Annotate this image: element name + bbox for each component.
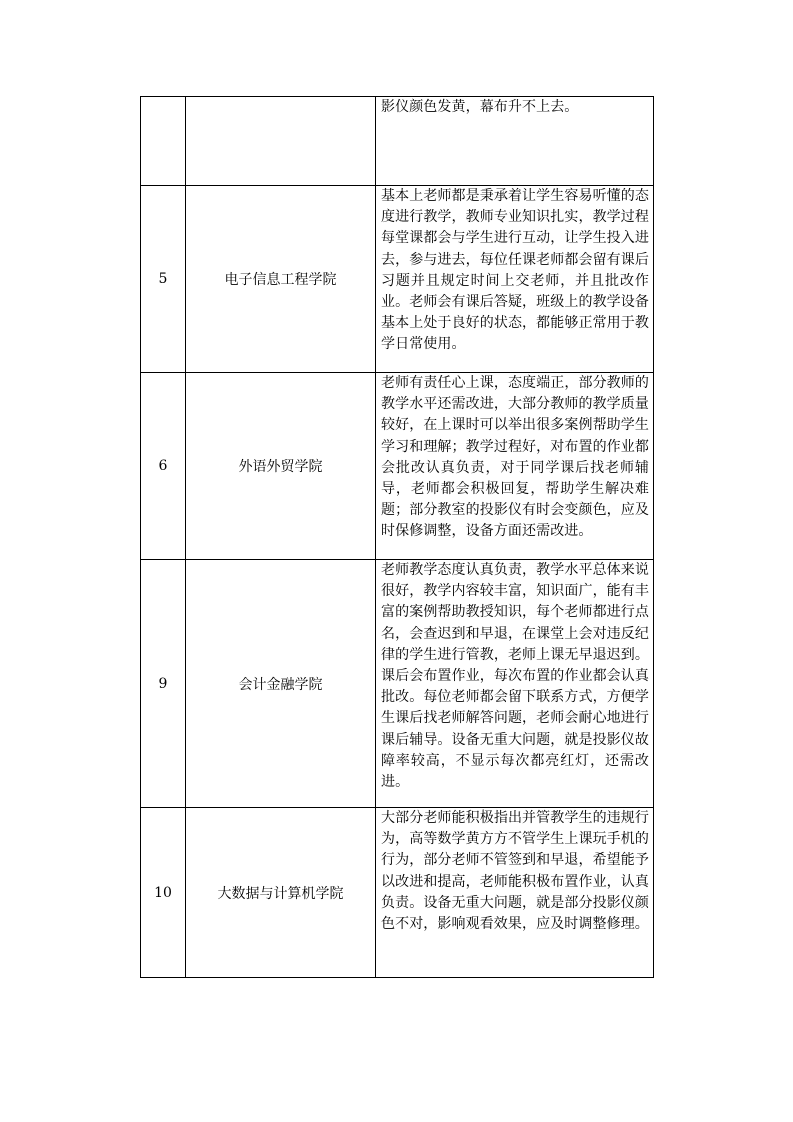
- college-name-cell: [186, 97, 376, 186]
- review-text: 老师有责任心上课，态度端正，部分教师的教学水平还需改进，大部分教师的教学质量较好，在上课时可以举出很多案例帮助学生学习和理解；教学过程好，对布置的作业都会批改认真负责，对于同学课后找老师辅导，老师都会积极回复，帮助学生解决难题；部分教室的投影仪有时会变颜色，应及时保修调整，设备方面还需改进。: [381, 375, 649, 540]
- review-text-cell: [376, 808, 654, 978]
- table-row: [141, 560, 654, 808]
- college-name-cell: 电子信息工程学院: [186, 186, 376, 373]
- college-name-cell: 大数据与计算机学院: [186, 808, 376, 978]
- row-number-cell: [141, 97, 186, 186]
- table-row: [141, 373, 654, 560]
- college-name-cell: 外语外贸学院: [186, 373, 376, 560]
- row-number-cell: 5: [141, 186, 186, 373]
- review-text-cell: [376, 97, 654, 186]
- college-name-cell: 会计金融学院: [186, 560, 376, 808]
- review-text: 老师教学态度认真负责，教学水平总体来说很好，教学内容较丰富，知识面广，能有丰富的案例帮助教授知识，每个老师都进行点名，会查迟到和早退，在课堂上会对违反纪律的学生进行管教，老师上课无早退迟到。课后会布置作业，每次布置的作业都会认真批改。每位老师都会留下联系方式，方便学生课后找老师解答问题，老师会耐心地进行课后辅导。设备无重大问题，就是投影仪故障率较高，不显示每次都亮红灯，还需改进。: [381, 562, 649, 791]
- table-row: [141, 186, 654, 373]
- review-text-cell: [376, 560, 654, 808]
- row-number-cell: 6: [141, 373, 186, 560]
- evaluation-table: [140, 96, 654, 978]
- table-row: [141, 808, 654, 978]
- review-text: 基本上老师都是秉承着让学生容易听懂的态度进行教学，教师专业知识扎实，教学过程每堂课都会与学生进行互动，让学生投入进去，参与进去，每位任课老师都会留有课后习题并且规定时间上交老师，并且批改作业。老师会有课后答疑，班级上的教学设备基本上处于良好的状态，都能够正常用于教学日常使用。: [381, 188, 649, 353]
- row-number-cell: 9: [141, 560, 186, 808]
- row-number-cell: 10: [141, 808, 186, 978]
- review-text: 大部分老师能积极指出并管教学生的违规行为，高等数学黄方方不管学生上课玩手机的行为，部分老师不管签到和早退，希望能予以改进和提高，老师能积极布置作业，认真负责。设备无重大问题，就是部分投影仪颜色不对，影响观看效果，应及时调整修理。: [381, 810, 649, 933]
- table-row: [141, 97, 654, 186]
- review-text-cell: [376, 186, 654, 373]
- review-text-cell: [376, 373, 654, 560]
- review-text: 影仪颜色发黄，幕布升不上去。: [381, 99, 579, 115]
